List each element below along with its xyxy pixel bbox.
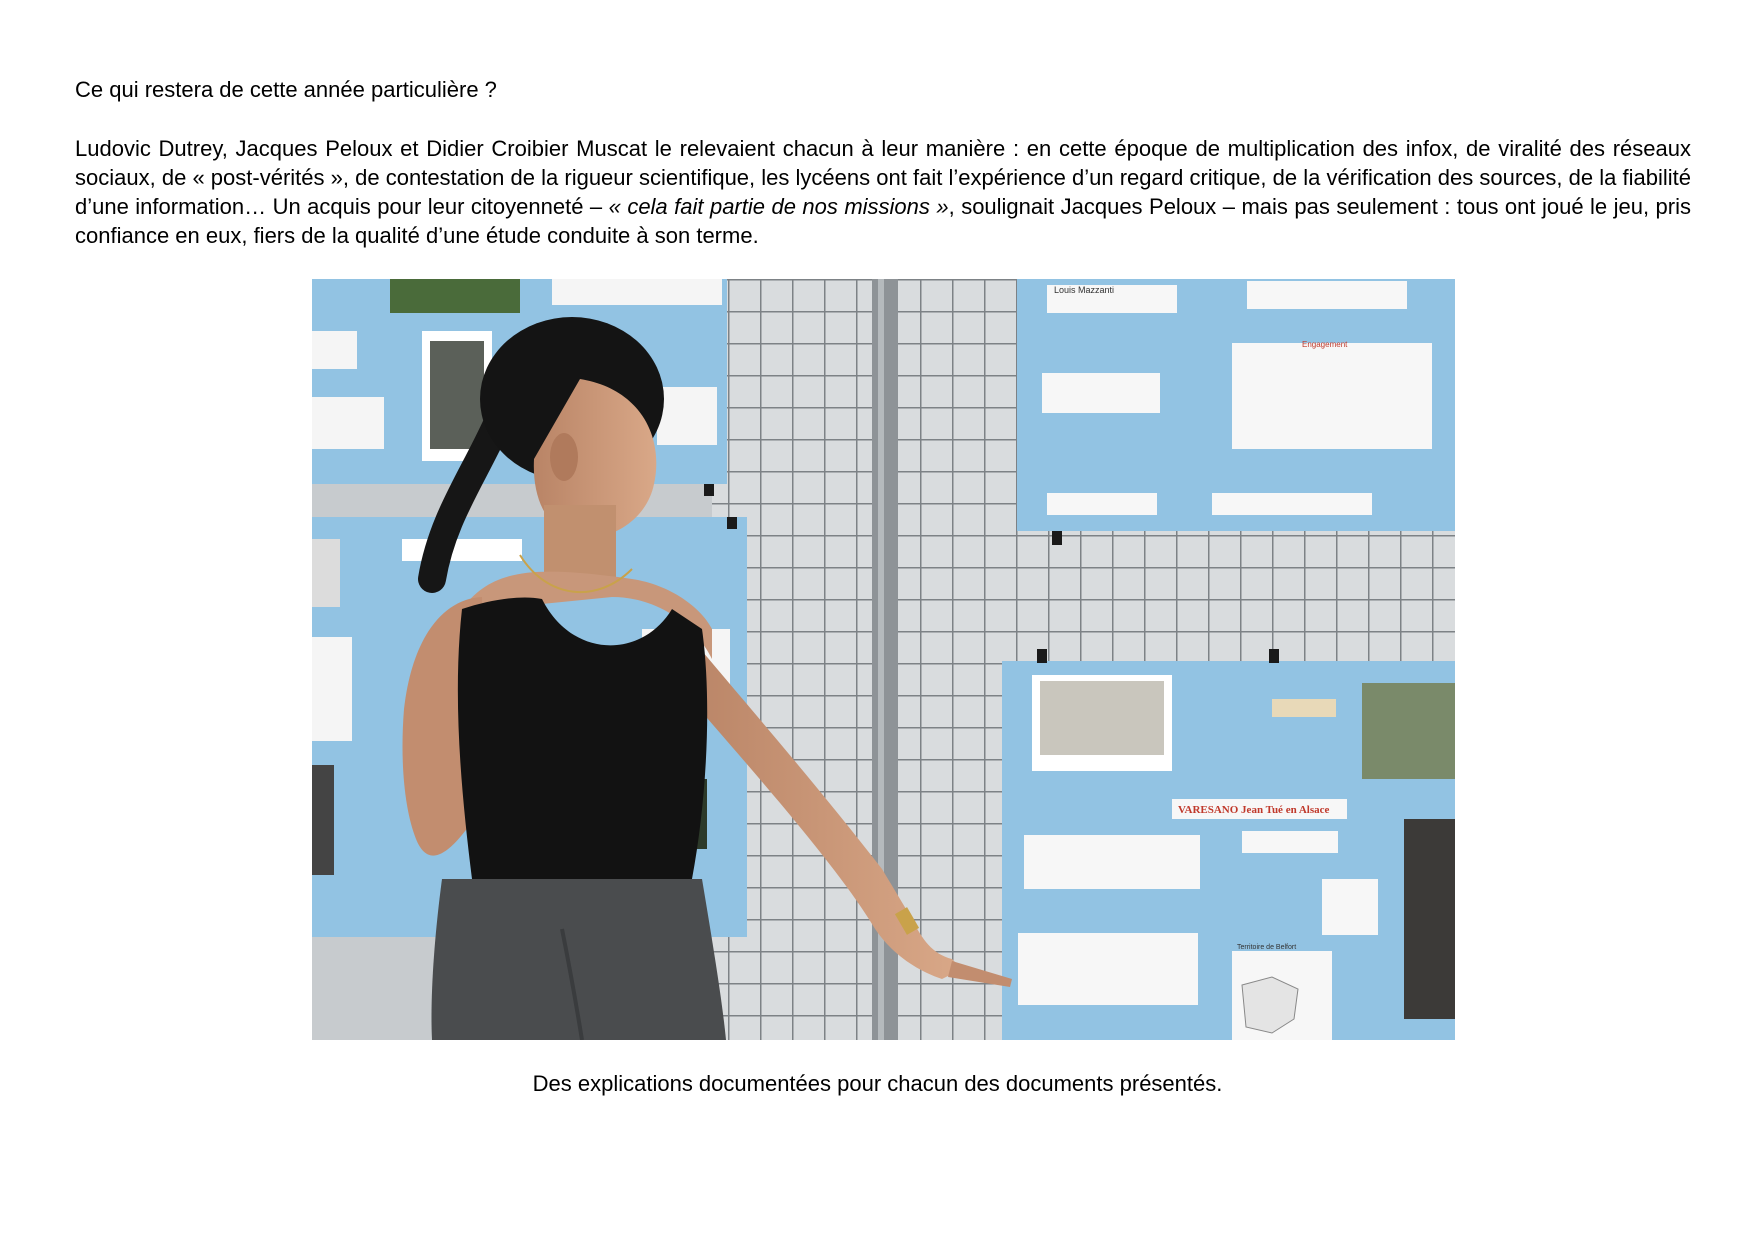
- poster-right-bottom: [1002, 661, 1455, 1040]
- section-heading: Ce qui restera de cette année particulière ?: [75, 77, 497, 102]
- paragraph-quote: « cela fait partie de nos missions »: [608, 194, 949, 219]
- body-paragraph: [75, 134, 1691, 250]
- photo-illustration: [312, 279, 1455, 1040]
- poster-right-top: [1017, 279, 1455, 531]
- exhibition-photo: [312, 279, 1455, 1040]
- paragraph-text-1: Ludovic Dutrey, Jacques Peloux et Didier Croibier Muscat le relevaient chacun à leur manière : en cette époque de multiplication des infox, de viralité des réseaux sociaux, de « post-vérités », de contestation de la rigueur scientifique, les lycéens ont fait l’expérience d’un regard critique, de la vérification des sources, de la fiabilité d’une information… Un acquis pour leur citoyenneté –: [75, 136, 1691, 219]
- engagement-label: Engagement: [1302, 340, 1348, 349]
- plaque-name-label: VARESANO Jean Tué en Alsace: [1178, 804, 1330, 816]
- region-label: Territoire de Belfort: [1237, 944, 1297, 951]
- poster-name-label: Louis Mazzanti: [1054, 285, 1115, 295]
- paragraph-text-2: , soulignait Jacques Peloux – mais pas seulement : tous ont joué le jeu, pris confiance en eux, fiers de la qualité d’une étude conduite à son terme.: [75, 194, 1692, 248]
- photo-caption: Des explications documentées pour chacun des documents présentés.: [532, 1071, 1223, 1096]
